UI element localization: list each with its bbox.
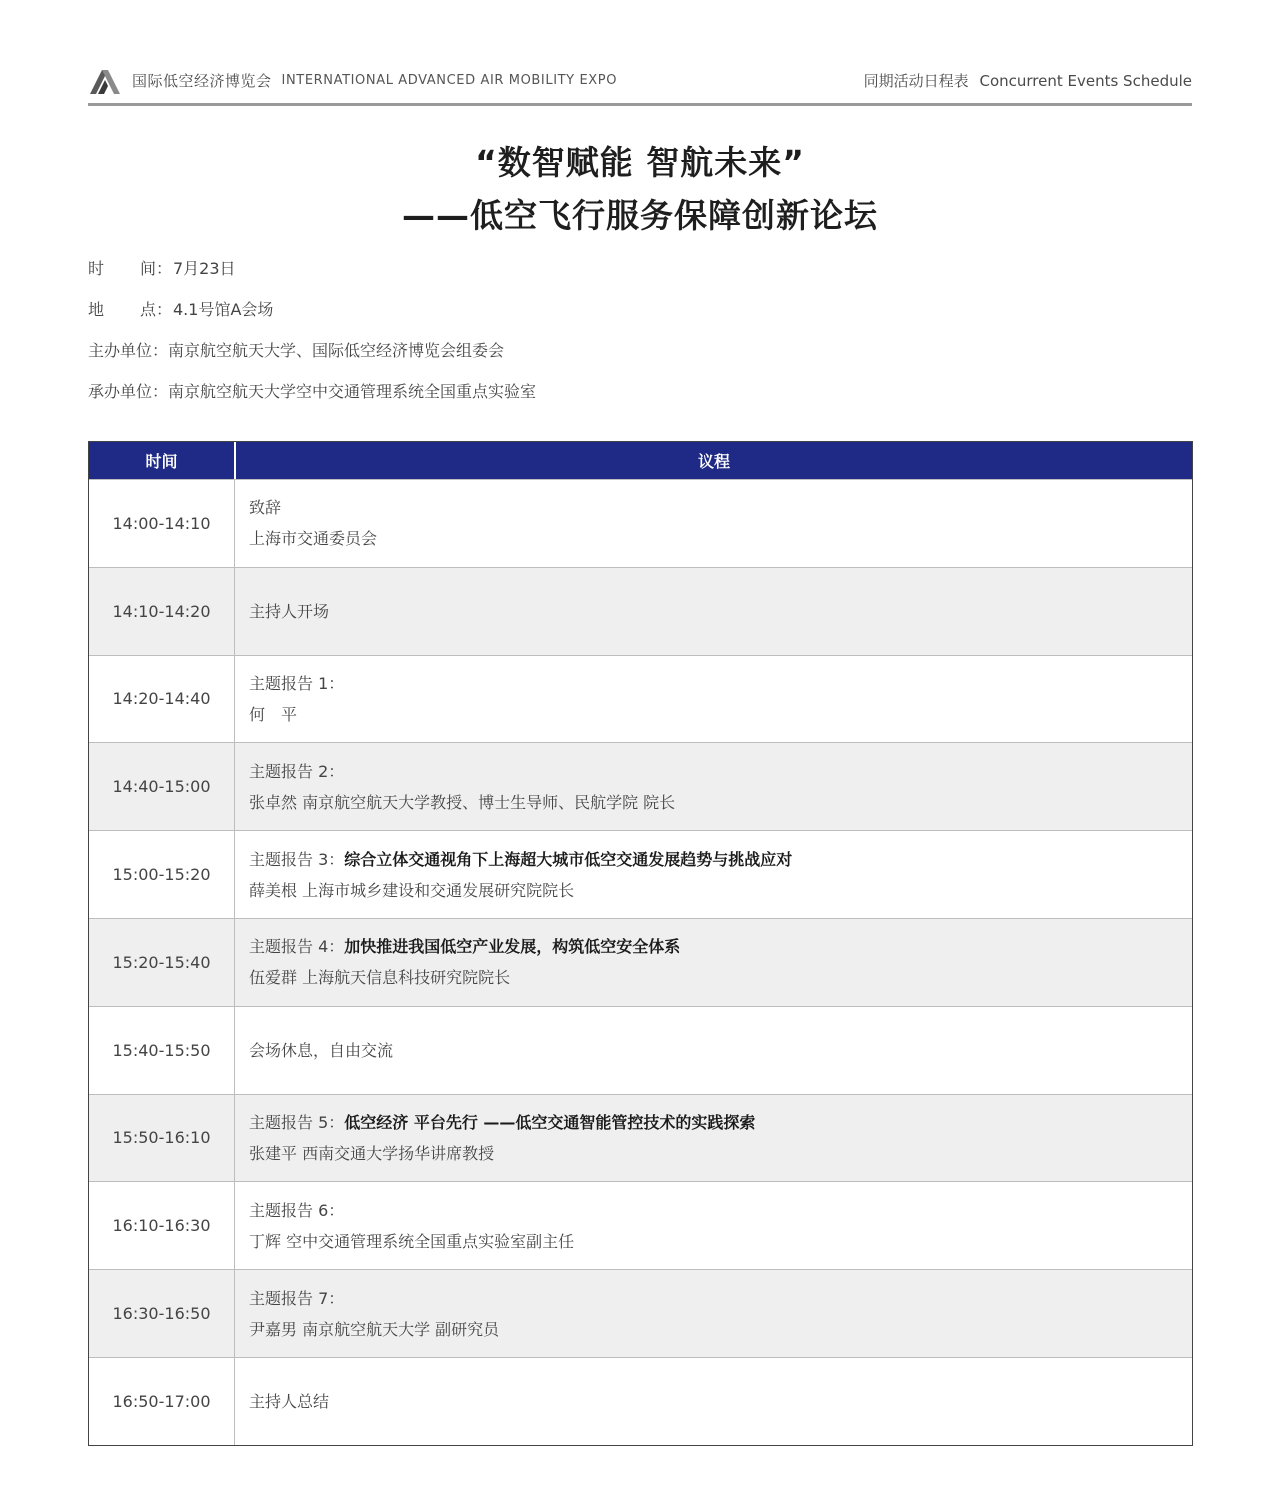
table-row (89, 1357, 1192, 1445)
row-agenda-line2: 何 平 (249, 704, 298, 724)
table-row (89, 479, 1192, 567)
table-row (89, 1094, 1192, 1182)
row-agenda-line2: 张卓然 南京航空航天大学教授、博士生导师、民航学院 院长 (249, 792, 676, 812)
row-agenda (235, 919, 1192, 1006)
row-agenda (235, 1007, 1192, 1094)
row-agenda-label: 主题报告 5： (249, 1112, 345, 1132)
table-row (89, 655, 1192, 743)
info-host-label: 主办单位： (88, 341, 169, 360)
row-agenda-line2: 丁辉 空中交通管理系统全国重点实验室副主任 (249, 1231, 575, 1251)
row-agenda-line1 (249, 1107, 1192, 1138)
schedule-label-cn: 同期活动日程表 (863, 72, 969, 90)
row-agenda-line1 (249, 1283, 1192, 1314)
row-agenda-title: 低空经济 平台先行 ——低空交通智能管控技术的实践探索 (344, 1112, 756, 1132)
expo-name-en: INTERNATIONAL ADVANCED AIR MOBILITY EXPO (281, 73, 618, 88)
row-agenda (235, 1270, 1192, 1357)
row-agenda-title: 加快推进我国低空产业发展，构筑低空安全体系 (344, 937, 681, 957)
row-time: 15:40-15:50 (89, 1007, 235, 1094)
expo-logo-icon (88, 66, 122, 96)
row-agenda-line1 (249, 1035, 1192, 1066)
row-time: 16:10-16:30 (89, 1182, 235, 1269)
row-agenda-label: 主题报告 6： (249, 1200, 345, 1220)
info-organizer-value: 南京航空航天大学空中交通管理系统全国重点实验室 (168, 382, 537, 401)
row-agenda (235, 568, 1192, 655)
row-agenda-line2: 上海市交通委员会 (249, 529, 378, 549)
info-place-value: 4.1号馆A会场 (173, 300, 274, 319)
info-place-label-a: 地 (88, 300, 105, 319)
row-agenda-line1 (249, 1386, 1192, 1417)
row-agenda (235, 656, 1192, 743)
info-time-label (88, 256, 173, 279)
table-row (89, 742, 1192, 830)
row-agenda-label: 会场休息，自由交流 (249, 1040, 394, 1060)
agenda-table (88, 441, 1193, 1446)
row-agenda (235, 831, 1192, 918)
forum-title-line1: “数智赋能 智航未来” (475, 143, 805, 182)
info-time (88, 256, 236, 279)
row-time: 14:40-15:00 (89, 743, 235, 830)
row-agenda-label: 致辞 (249, 498, 282, 518)
row-agenda-label: 主题报告 1： (249, 673, 345, 693)
info-place (88, 297, 273, 320)
table-row (89, 918, 1192, 1006)
table-row (89, 830, 1192, 918)
row-time: 15:20-15:40 (89, 919, 235, 1006)
row-agenda (235, 1095, 1192, 1182)
row-agenda-label: 主题报告 2： (249, 761, 345, 781)
info-place-label (88, 297, 173, 320)
row-time: 15:00-15:20 (89, 831, 235, 918)
row-agenda (235, 480, 1192, 567)
table-row (89, 1269, 1192, 1357)
info-organizer (88, 379, 536, 402)
row-time: 16:50-17:00 (89, 1358, 235, 1445)
row-agenda-line1 (249, 668, 1192, 699)
row-agenda (235, 1182, 1192, 1269)
row-agenda-line1 (249, 844, 1192, 875)
row-agenda-line2: 薛美根 上海市城乡建设和交通发展研究院院长 (249, 880, 575, 900)
forum-title-line2: ——低空飞行服务保障创新论坛 (402, 196, 878, 235)
row-time: 15:50-16:10 (89, 1095, 235, 1182)
expo-name-cn: 国际低空经济博览会 (132, 72, 272, 90)
row-agenda-label: 主持人总结 (249, 1391, 330, 1411)
info-host-value: 南京航空航天大学、国际低空经济博览会组委会 (168, 341, 505, 360)
agenda-table-header (89, 442, 1192, 479)
row-agenda-line1 (249, 931, 1192, 962)
info-host (88, 338, 504, 361)
info-time-label-b: 间： (140, 259, 173, 278)
row-agenda-label: 主题报告 7： (249, 1288, 345, 1308)
row-agenda-title: 综合立体交通视角下上海超大城市低空交通发展趋势与挑战应对 (344, 849, 793, 869)
table-row (89, 1181, 1192, 1269)
row-agenda-line1 (249, 756, 1192, 787)
info-place-label-b: 点： (140, 300, 173, 319)
row-agenda (235, 743, 1192, 830)
row-time: 14:20-14:40 (89, 656, 235, 743)
col-header-time: 时间 (89, 442, 236, 479)
row-agenda-line2: 伍爱群 上海航天信息科技研究院院长 (249, 968, 511, 988)
info-time-label-a: 时 (88, 259, 105, 278)
row-time: 16:30-16:50 (89, 1270, 235, 1357)
row-time: 14:00-14:10 (89, 480, 235, 567)
schedule-label-en: Concurrent Events Schedule (979, 72, 1192, 90)
table-row (89, 567, 1192, 655)
row-agenda-line1 (249, 1195, 1192, 1226)
row-agenda-label: 主持人开场 (249, 601, 330, 621)
row-agenda-line2: 尹嘉男 南京航空航天大学 副研究员 (249, 1319, 500, 1339)
info-organizer-label: 承办单位： (88, 382, 169, 401)
row-agenda-line1 (249, 492, 1192, 523)
expo-brand (88, 66, 617, 96)
col-header-agenda: 议程 (697, 452, 730, 471)
info-time-value: 7月23日 (173, 259, 236, 278)
row-agenda-label: 主题报告 4： (249, 937, 345, 957)
schedule-label (864, 70, 1192, 91)
table-row (89, 1006, 1192, 1094)
row-agenda-line1 (249, 596, 1192, 627)
row-agenda-label: 主题报告 3： (249, 849, 345, 869)
row-agenda-line2: 张建平 西南交通大学扬华讲席教授 (249, 1143, 495, 1163)
page-header (88, 58, 1192, 106)
row-agenda (235, 1358, 1192, 1445)
row-time: 14:10-14:20 (89, 568, 235, 655)
